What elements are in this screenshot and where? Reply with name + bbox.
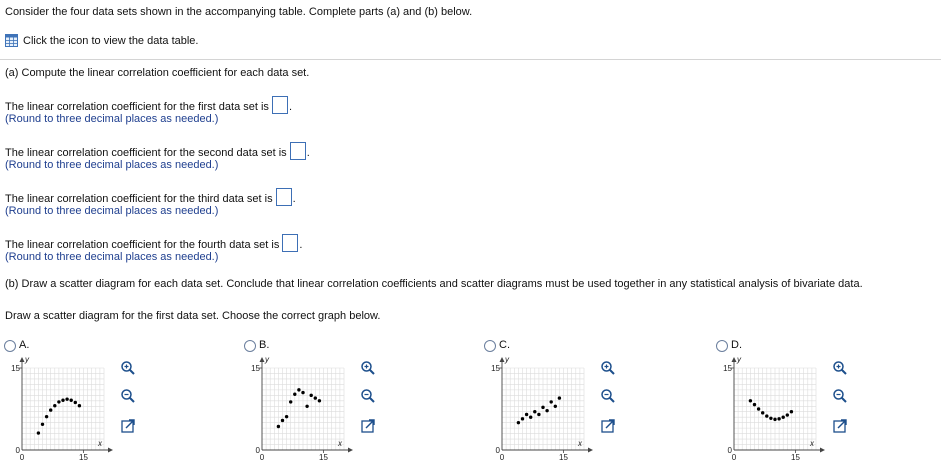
data-point [61,399,64,402]
y-tick-label: 0 [255,446,260,455]
data-point [761,411,764,414]
popout-icon[interactable] [832,418,848,434]
question-1: The linear correlation coefficient for the first data set is . [5,96,292,114]
x-tick-label: 0 [259,453,265,462]
section-divider [0,59,941,60]
y-tick-label: 0 [15,446,20,455]
x-tick-label: 0 [19,453,25,462]
zoom-in-icon[interactable] [600,360,616,376]
question-3: The linear correlation coefficient for the third data set is . [5,188,296,206]
data-point [37,431,40,434]
question-4: The linear correlation coefficient for the fourth data set is . [5,234,302,252]
option-b-scatter-plot [244,352,356,466]
option-b[interactable] [244,338,479,466]
x-axis-label: x [578,439,582,448]
data-point [314,396,317,399]
data-point [65,397,68,400]
y-tick-label: 0 [495,446,500,455]
grid [734,368,816,450]
question-1-text: The linear correlation coefficient for the first data set is [5,101,269,113]
data-point [293,393,296,396]
y-axis-arrow [260,357,265,362]
data-point [545,409,548,412]
popout-icon[interactable] [600,418,616,434]
x-tick-label: 15 [79,453,88,462]
zoom-out-icon[interactable] [120,388,136,404]
option-d-radio[interactable] [716,340,728,352]
zoom-out-icon[interactable] [832,388,848,404]
y-axis-label: y [265,355,269,364]
data-point [285,415,288,418]
data-point [529,416,532,419]
data-point [74,401,77,404]
option-c[interactable] [484,338,719,466]
data-point [310,394,313,397]
y-axis-arrow [732,357,737,362]
part-b-instruction: Draw a scatter diagram for the first data set. Choose the correct graph below. [5,310,381,322]
option-a-radio[interactable] [4,340,16,352]
x-axis-label: x [98,439,102,448]
data-point [289,400,292,403]
answer-input-3[interactable] [276,188,292,206]
question-4-text: The linear correlation coefficient for the fourth data set is [5,239,280,251]
data-point [57,400,60,403]
data-point [769,417,772,420]
x-axis-arrow [588,448,593,453]
x-axis-arrow [108,448,113,453]
option-a-label[interactable]: A. [19,339,30,351]
answer-input-1[interactable] [272,96,288,114]
zoom-in-icon[interactable] [832,360,848,376]
x-axis-label: x [338,439,342,448]
data-point [297,388,300,391]
data-point [525,413,528,416]
question-3-text: The linear correlation coefficient for the third data set is [5,193,273,205]
data-point [318,399,321,402]
x-axis-arrow [348,448,353,453]
data-point [70,399,73,402]
option-d-scatter-plot [716,352,828,466]
x-tick-label: 15 [559,453,568,462]
question-2-text: The linear correlation coefficient for the second data set is [5,147,287,159]
answer-input-4[interactable] [282,234,298,252]
data-point [277,425,280,428]
y-tick-label: 15 [11,364,20,373]
x-axis-label: x [810,439,814,448]
intro-text: Consider the four data sets shown in the accompanying table. Complete parts (a) and (b) below. [5,6,473,18]
question-2: The linear correlation coefficient for the second data set is . [5,142,310,160]
y-tick-label: 15 [251,364,260,373]
option-d-label[interactable]: D. [731,339,742,351]
data-point [301,391,304,394]
question-2-hint: (Round to three decimal places as needed.) [5,159,219,171]
question-4-hint: (Round to three decimal places as needed.) [5,251,219,263]
option-c-scatter-plot [484,352,596,466]
zoom-out-icon[interactable] [360,388,376,404]
data-point [49,408,52,411]
option-b-radio[interactable] [244,340,256,352]
zoom-in-icon[interactable] [120,360,136,376]
grid [262,368,344,450]
y-axis-arrow [20,357,25,362]
y-axis-arrow [500,357,505,362]
data-point [765,414,768,417]
data-point [517,421,520,424]
data-point [533,410,536,413]
data-point [550,400,553,403]
data-point [753,403,756,406]
option-a[interactable] [4,338,239,466]
answer-input-2[interactable] [290,142,306,160]
option-c-label[interactable]: C. [499,339,510,351]
grid [22,368,104,450]
data-point [78,404,81,407]
zoom-in-icon[interactable] [360,360,376,376]
data-table-link[interactable] [5,34,198,47]
option-b-label[interactable]: B. [259,339,270,351]
y-axis-label: y [737,355,741,364]
data-point [305,405,308,408]
x-tick-label: 15 [319,453,328,462]
y-tick-label: 15 [723,364,732,373]
y-tick-label: 15 [491,364,500,373]
y-axis-label: y [505,355,509,364]
question-1-hint: (Round to three decimal places as needed.) [5,113,219,125]
data-point [541,406,544,409]
popout-icon[interactable] [120,418,136,434]
data-point [281,419,284,422]
x-axis-arrow [820,448,825,453]
zoom-out-icon[interactable] [600,388,616,404]
data-point [558,396,561,399]
y-axis-label: y [25,355,29,364]
part-b-title: (b) Draw a scatter diagram for each data set. Conclude that linear correlation coefficients and scatter diagrams must be used together in any statistical analysis of bivariate data. [5,278,863,290]
data-point [41,423,44,426]
x-tick-label: 15 [791,453,800,462]
data-point [773,418,776,421]
x-tick-label: 0 [499,453,505,462]
data-point [782,416,785,419]
data-point [537,413,540,416]
option-d[interactable] [716,338,941,466]
data-point [53,404,56,407]
data-table-icon[interactable] [5,34,18,47]
data-point [777,417,780,420]
question-3-hint: (Round to three decimal places as needed.) [5,205,219,217]
data-point [757,407,760,410]
data-table-link-text[interactable]: Click the icon to view the data table. [23,35,199,47]
data-point [554,405,557,408]
part-a-title: (a) Compute the linear correlation coefficient for each data set. [5,67,310,79]
data-point [786,413,789,416]
data-point [521,417,524,420]
option-a-scatter-plot [4,352,116,466]
y-tick-label: 0 [727,446,732,455]
popout-icon[interactable] [360,418,376,434]
data-point [45,415,48,418]
data-point [749,399,752,402]
x-tick-label: 0 [731,453,737,462]
data-point [790,410,793,413]
option-c-radio[interactable] [484,340,496,352]
